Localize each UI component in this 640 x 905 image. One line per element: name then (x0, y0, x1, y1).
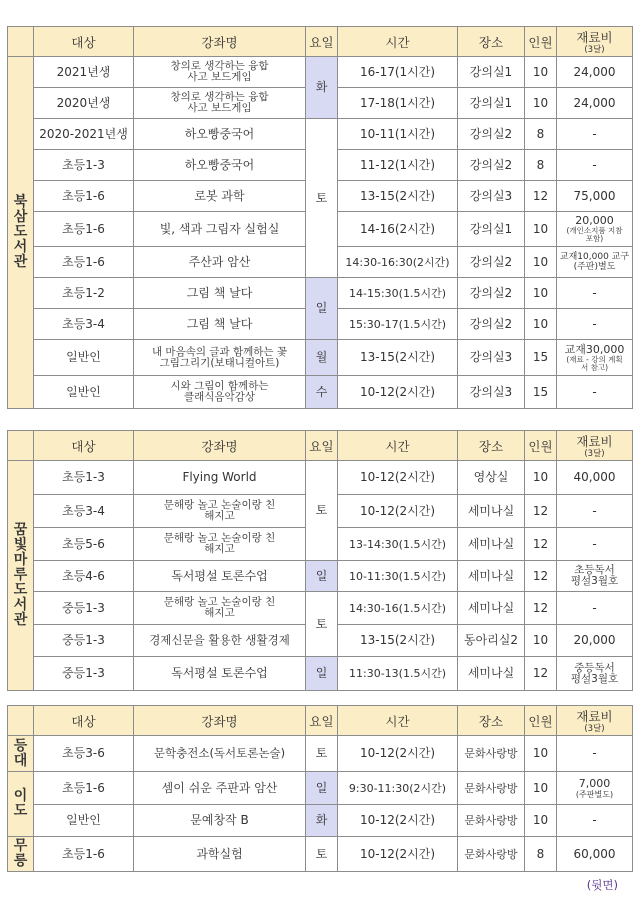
header-capacity: 인원 (525, 27, 557, 57)
cell-place: 강의실2 (458, 119, 525, 150)
header-course: 강좌명 (134, 706, 306, 736)
cell-target: 초등3-6 (34, 736, 134, 772)
cell-time: 11-12(1시간) (338, 150, 458, 181)
cell-fee (557, 772, 633, 805)
table-row (8, 461, 633, 495)
cell-fee (557, 340, 633, 376)
cell-place: 문화사랑방 (458, 805, 525, 837)
table-row (8, 657, 633, 691)
cell-capacity: 12 (525, 592, 557, 625)
cell-time: 10-12(2시간) (338, 805, 458, 837)
header-place: 장소 (458, 431, 525, 461)
cell-place: 문화사랑방 (458, 837, 525, 872)
cell-capacity: 10 (525, 772, 557, 805)
cell-fee: 75,000 (557, 181, 633, 212)
cell-place: 영상실 (458, 461, 525, 495)
area-label-deungdae: 등대 (8, 736, 34, 772)
cell-day: 월 (306, 340, 338, 376)
cell-course: 문해랑 놀고 논술이랑 친해지고 (134, 592, 306, 625)
cell-time: 17-18(1시간) (338, 88, 458, 119)
table-row (8, 736, 633, 772)
cell-course: 창의로 생각하는 융합 사고 보드게임 (134, 57, 306, 88)
header-target: 대상 (34, 706, 134, 736)
table-row (8, 561, 633, 592)
cell-day: 화 (306, 57, 338, 119)
fee-note: (주판별도) (575, 789, 614, 799)
cell-course: 문해랑 놀고 논술이랑 친해지고 (134, 495, 306, 528)
cell-capacity: 10 (525, 212, 557, 247)
cell-place: 강의실1 (458, 88, 525, 119)
cell-time: 10-12(2시간) (338, 376, 458, 409)
cell-fee: 24,000 (557, 88, 633, 119)
cell-target: 중등1-3 (34, 625, 134, 657)
cell-place: 세미나실 (458, 495, 525, 528)
cell-capacity: 10 (525, 88, 557, 119)
cell-capacity: 8 (525, 150, 557, 181)
cell-day: 일 (306, 561, 338, 592)
cell-fee: 24,000 (557, 57, 633, 88)
cell-time: 14-15:30(1.5시간) (338, 278, 458, 309)
area-label-ido: 이도 (8, 772, 34, 837)
cell-fee: - (557, 528, 633, 561)
cell-capacity: 15 (525, 340, 557, 376)
cell-target: 초등1-2 (34, 278, 134, 309)
table-row (8, 805, 633, 837)
header-day: 요일 (306, 706, 338, 736)
cell-course: 경제신문을 활용한 생활경제 (134, 625, 306, 657)
cell-day: 토 (306, 837, 338, 872)
cell-place: 강의실2 (458, 247, 525, 278)
cell-time: 10-11:30(1.5시간) (338, 561, 458, 592)
cell-capacity: 12 (525, 561, 557, 592)
cell-target: 초등1-3 (34, 461, 134, 495)
cell-fee: - (557, 309, 633, 340)
cell-place: 세미나실 (458, 657, 525, 691)
schedule-table-small-libraries (7, 705, 633, 872)
cell-target: 초등3-4 (34, 495, 134, 528)
header-place: 장소 (458, 706, 525, 736)
cell-place: 강의실2 (458, 150, 525, 181)
cell-fee (557, 212, 633, 247)
cell-place: 문화사랑방 (458, 736, 525, 772)
cell-time: 14:30-16:30(2시간) (338, 247, 458, 278)
cell-time: 10-12(2시간) (338, 461, 458, 495)
header-time: 시간 (338, 706, 458, 736)
cell-target: 중등1-3 (34, 657, 134, 691)
header-course: 강좌명 (134, 27, 306, 57)
header-day: 요일 (306, 431, 338, 461)
table-row (8, 119, 633, 150)
table-row (8, 837, 633, 872)
cell-capacity: 10 (525, 625, 557, 657)
cell-day: 토 (306, 736, 338, 772)
table-row (8, 772, 633, 805)
cell-fee: - (557, 592, 633, 625)
cell-time: 13-14:30(1.5시간) (338, 528, 458, 561)
header-capacity: 인원 (525, 431, 557, 461)
cell-capacity: 10 (525, 57, 557, 88)
cell-fee: 60,000 (557, 837, 633, 872)
cell-capacity: 10 (525, 736, 557, 772)
cell-fee: - (557, 736, 633, 772)
cell-capacity: 12 (525, 528, 557, 561)
cell-target: 초등1-6 (34, 772, 134, 805)
schedule-table-kkumbit (7, 430, 633, 691)
cell-place: 강의실1 (458, 57, 525, 88)
cell-time: 10-12(2시간) (338, 495, 458, 528)
cell-time: 9:30-11:30(2시간) (338, 772, 458, 805)
schedule-table-buksam (7, 26, 633, 409)
cell-target: 초등1-6 (34, 181, 134, 212)
cell-day: 토 (306, 119, 338, 278)
cell-capacity: 8 (525, 837, 557, 872)
cell-course: 빛, 색과 그림자 실험실 (134, 212, 306, 247)
header-fee: 재료비 (3달) (557, 431, 633, 461)
header-corner (8, 431, 34, 461)
cell-course: 하오빵중국어 (134, 150, 306, 181)
cell-capacity: 10 (525, 247, 557, 278)
cell-target: 초등4-6 (34, 561, 134, 592)
section-label-buksam: 북삼도서관 (8, 57, 34, 409)
cell-fee: - (557, 119, 633, 150)
table-row (8, 340, 633, 376)
header-row (8, 706, 633, 736)
cell-fee: 중등독서 평설3월호 (557, 657, 633, 691)
cell-target: 일반인 (34, 376, 134, 409)
cell-time: 10-12(2시간) (338, 736, 458, 772)
cell-time: 11:30-13(1.5시간) (338, 657, 458, 691)
cell-place: 강의실2 (458, 278, 525, 309)
cell-place: 동아리실2 (458, 625, 525, 657)
cell-capacity: 12 (525, 181, 557, 212)
cell-day: 일 (306, 278, 338, 340)
cell-target: 일반인 (34, 805, 134, 837)
cell-course: 독서평설 토론수업 (134, 561, 306, 592)
cell-course: 주산과 암산 (134, 247, 306, 278)
cell-time: 14:30-16(1.5시간) (338, 592, 458, 625)
cell-course: 셈이 쉬운 주판과 암산 (134, 772, 306, 805)
cell-place: 문화사랑방 (458, 772, 525, 805)
cell-time: 13-15(2시간) (338, 181, 458, 212)
fee-value: 20,000 (575, 214, 614, 227)
cell-place: 강의실3 (458, 181, 525, 212)
cell-capacity: 15 (525, 376, 557, 409)
cell-day: 화 (306, 805, 338, 837)
fee-value: 7,000 (578, 776, 611, 790)
cell-fee: 교재10,000 교구(주판)별도 (557, 247, 633, 278)
cell-time: 10-12(2시간) (338, 837, 458, 872)
cell-fee: - (557, 376, 633, 409)
cell-capacity: 12 (525, 495, 557, 528)
header-fee: 재료비 (3달) (557, 706, 633, 736)
cell-course: 독서평설 토론수업 (134, 657, 306, 691)
cell-course: 과학실험 (134, 837, 306, 872)
cell-course: Flying World (134, 461, 306, 495)
cell-place: 세미나실 (458, 561, 525, 592)
table-row (8, 57, 633, 88)
cell-time: 15:30-17(1.5시간) (338, 309, 458, 340)
header-row (8, 431, 633, 461)
cell-course: 창의로 생각하는 융합 사고 보드게임 (134, 88, 306, 119)
cell-capacity: 10 (525, 278, 557, 309)
cell-day: 토 (306, 461, 338, 561)
table-row (8, 376, 633, 409)
back-page-note: (뒷면) (586, 878, 618, 892)
cell-course: 그림 책 날다 (134, 278, 306, 309)
header-corner (8, 27, 34, 57)
cell-course: 하오빵중국어 (134, 119, 306, 150)
cell-place: 세미나실 (458, 528, 525, 561)
cell-target: 초등5-6 (34, 528, 134, 561)
header-target: 대상 (34, 27, 134, 57)
cell-time: 14-16(2시간) (338, 212, 458, 247)
fee-note: (개인소지품 지참포함) (566, 226, 623, 243)
cell-fee: - (557, 150, 633, 181)
cell-day: 토 (306, 592, 338, 657)
cell-course: 내 마음속의 글과 함께하는 꽃그림그리기(보태니컬아트) (134, 340, 306, 376)
header-place: 장소 (458, 27, 525, 57)
cell-course: 그림 책 날다 (134, 309, 306, 340)
cell-place: 세미나실 (458, 592, 525, 625)
cell-time: 13-15(2시간) (338, 625, 458, 657)
cell-target: 초등1-6 (34, 837, 134, 872)
cell-fee: 20,000 (557, 625, 633, 657)
section-label-kkumbit: 꿈빛마루도서관 (8, 461, 34, 691)
cell-course: 시와 그림이 함께하는 클래식음악감상 (134, 376, 306, 409)
cell-time: 10-11(1시간) (338, 119, 458, 150)
cell-time: 13-15(2시간) (338, 340, 458, 376)
header-time: 시간 (338, 27, 458, 57)
fee-value: 교재30,000 (564, 342, 625, 356)
cell-target: 초등1-6 (34, 212, 134, 247)
cell-course: 문예창작 B (134, 805, 306, 837)
cell-time: 16-17(1시간) (338, 57, 458, 88)
cell-target: 초등1-3 (34, 150, 134, 181)
cell-target: 2020년생 (34, 88, 134, 119)
cell-target: 초등1-6 (34, 247, 134, 278)
cell-place: 강의실2 (458, 309, 525, 340)
cell-course: 문해랑 놀고 논술이랑 친해지고 (134, 528, 306, 561)
cell-target: 일반인 (34, 340, 134, 376)
area-label-mureung: 무릉 (8, 837, 34, 872)
table-row (8, 278, 633, 309)
cell-course: 문학충전소(독서토론논술) (134, 736, 306, 772)
cell-target: 초등3-4 (34, 309, 134, 340)
cell-fee: 40,000 (557, 461, 633, 495)
cell-fee: - (557, 278, 633, 309)
header-corner (8, 706, 34, 736)
cell-capacity: 8 (525, 119, 557, 150)
cell-capacity: 10 (525, 461, 557, 495)
table-row (8, 592, 633, 625)
cell-day: 일 (306, 657, 338, 691)
header-day: 요일 (306, 27, 338, 57)
cell-place: 강의실3 (458, 340, 525, 376)
cell-place: 강의실1 (458, 212, 525, 247)
cell-place: 강의실3 (458, 376, 525, 409)
header-capacity: 인원 (525, 706, 557, 736)
header-time: 시간 (338, 431, 458, 461)
cell-course: 로봇 과학 (134, 181, 306, 212)
header-course: 강좌명 (134, 431, 306, 461)
header-row (8, 27, 633, 57)
fee-note: (재료 - 강의 계획서 참고) (566, 354, 623, 372)
cell-fee: - (557, 495, 633, 528)
cell-fee: 초등독서 평설3월호 (557, 561, 633, 592)
cell-capacity: 12 (525, 657, 557, 691)
header-target: 대상 (34, 431, 134, 461)
cell-capacity: 10 (525, 805, 557, 837)
header-fee: 재료비 (3달) (557, 27, 633, 57)
cell-fee: - (557, 805, 633, 837)
cell-capacity: 10 (525, 309, 557, 340)
cell-target: 2020-2021년생 (34, 119, 134, 150)
cell-day: 수 (306, 376, 338, 409)
cell-target: 중등1-3 (34, 592, 134, 625)
cell-target: 2021년생 (34, 57, 134, 88)
cell-day: 일 (306, 772, 338, 805)
